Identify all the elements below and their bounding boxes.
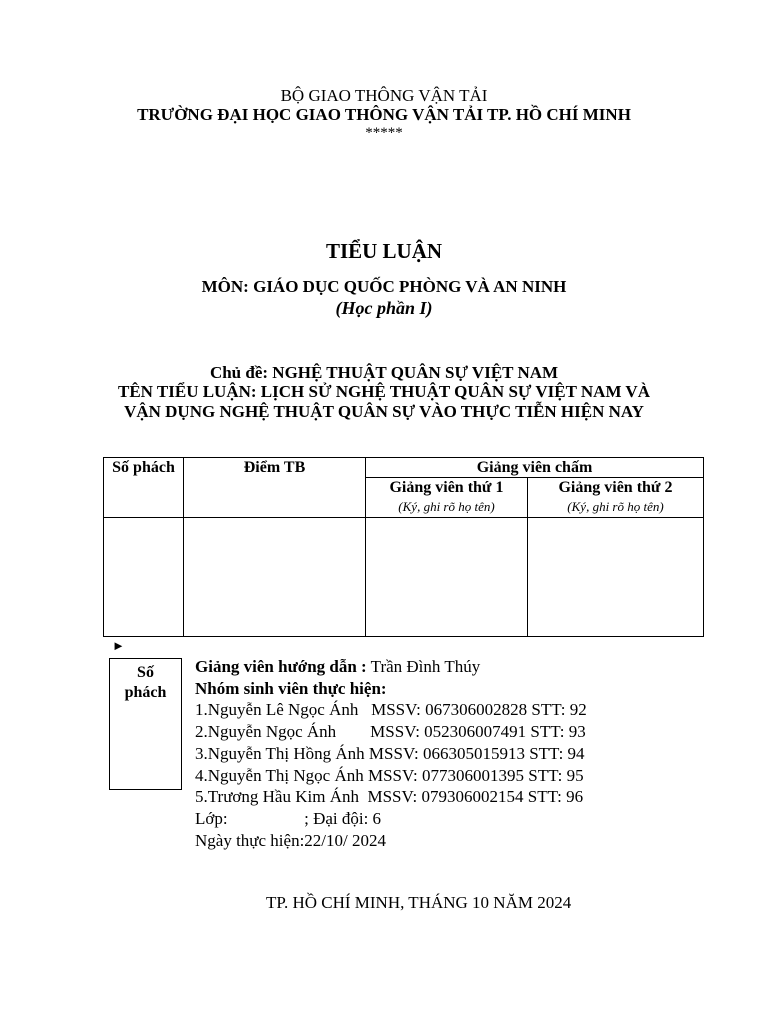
gv1-header [366, 478, 528, 518]
diem-tb-header: Điểm TB [184, 458, 366, 518]
gv2-label: Giảng viên thứ 2 [558, 479, 673, 497]
giang-vien-cham-header: Giảng viên chấm [366, 458, 704, 478]
so-phach-header: Số phách [104, 458, 184, 518]
grade-table [103, 457, 704, 637]
footer-place-date: TP. HỒ CHÍ MINH, THÁNG 10 NĂM 2024 [266, 893, 572, 912]
gv1-label: Giảng viên thứ 1 [389, 479, 504, 497]
member-2: 2.Nguyễn Ngọc Ánh MSSV: 052306007491 STT: 93 [195, 722, 586, 742]
date-line: Ngày thực hiện:22/10/ 2024 [195, 830, 386, 850]
member-1: 1.Nguyễn Lê Ngọc Ánh MSSV: 067306002828 STT: 92 [195, 700, 587, 720]
arrow-marker: ► [112, 638, 125, 653]
class-line: Lớp: ; Đại đội: 6 [195, 808, 382, 828]
gv1-sign-cell [366, 518, 528, 637]
essay-name-line1: TÊN TIỂU LUẬN: LỊCH SỬ NGHỆ THUẬT QUÂN SỰ VIỆT NAM VÀ [118, 382, 650, 401]
advisor-label: Giảng viên hướng dẫn : [195, 657, 367, 676]
ministry-name: BỘ GIAO THÔNG VẬN TẢI [280, 86, 488, 105]
advisor-name: Trần Đình Thúy [366, 657, 481, 676]
member-4: 4.Nguyễn Thị Ngọc Ánh MSSV: 077306001395 STT: 95 [195, 765, 584, 785]
essay-name-line2: VẬN DỤNG NGHỆ THUẬT QUÂN SỰ VÀO THỰC TIỄN HIỆN NAY [124, 402, 644, 421]
student-info [195, 656, 587, 851]
so-phach-cell [104, 518, 184, 637]
gv1-sign-note: (Ký, ghi rõ họ tên) [398, 499, 495, 515]
gv2-header [528, 478, 704, 518]
topic-theme: Chủ đề: NGHỆ THUẬT QUÂN SỰ VIỆT NAM [209, 363, 559, 382]
so-phach-box-label: Số phách [124, 664, 167, 701]
group-label: Nhóm sinh viên thực hiện: [195, 678, 387, 698]
course-part: (Học phần I) [335, 298, 433, 318]
diem-tb-cell [184, 518, 366, 637]
gv2-sign-cell [528, 518, 704, 637]
so-phach-box [109, 658, 182, 790]
document-title: TIỂU LUẬN [325, 239, 443, 263]
university-name: TRƯỜNG ĐẠI HỌC GIAO THÔNG VẬN TẢI TP. HỒ CHÍ MINH [137, 105, 631, 124]
gv2-sign-note: (Ký, ghi rõ họ tên) [567, 499, 664, 515]
member-3: 3.Nguyễn Thị Hồng Ánh MSSV: 066305015913 STT: 94 [195, 743, 585, 763]
subject-title: MÔN: GIÁO DỤC QUỐC PHÒNG VÀ AN NINH [201, 277, 567, 296]
stars-divider: ***** [365, 125, 403, 141]
member-5: 5.Trương Hầu Kim Ánh MSSV: 079306002154 STT: 96 [195, 787, 584, 807]
